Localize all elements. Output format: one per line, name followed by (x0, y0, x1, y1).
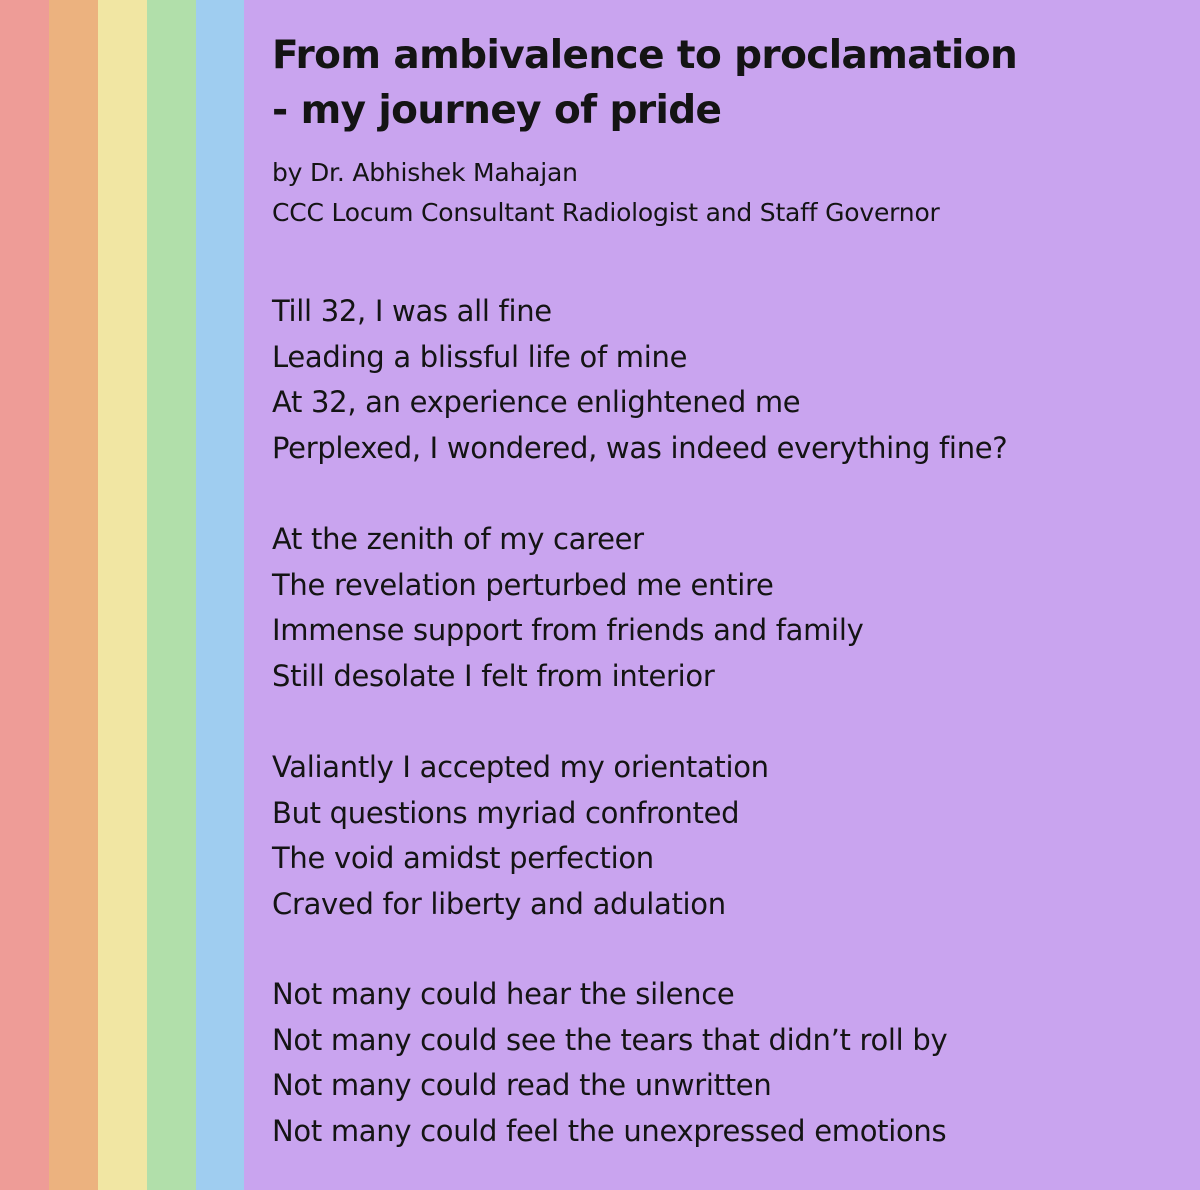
poem-title (272, 28, 1172, 138)
stanza-4 (272, 972, 1172, 1154)
stanza-2 (272, 517, 1172, 699)
poem-line: Valiantly I accepted my orientation (272, 750, 769, 784)
stanza-3 (272, 745, 1172, 927)
poem-line: The revelation perturbed me entire (272, 567, 774, 602)
poem-line: Craved for liberty and adulation (272, 886, 726, 921)
poem-line: But questions myriad confronted (272, 795, 740, 830)
poem-line: The void amidst perfection (272, 841, 654, 875)
poem-line: Leading a blissful life of mine (272, 339, 688, 374)
poem-line: Perplexed, I wondered, was indeed everything fine? (272, 430, 1008, 465)
poem-line: Still desolate I felt from interior (272, 658, 715, 693)
poem-line: Not many could feel the unexpressed emotions (272, 1113, 947, 1148)
stanza-1 (272, 289, 1172, 471)
poem-line: Immense support from friends and family (272, 613, 864, 647)
poem-line: Not many could read the unwritten (272, 1068, 772, 1102)
poem-line: Not many could see the tears that didn’t roll by (272, 1022, 948, 1057)
title-line-2: - my journey of pride (272, 88, 722, 133)
author-name: by Dr. Abhishek Mahajan (272, 158, 578, 187)
poem-line: At 32, an experience enlightened me (272, 385, 801, 419)
byline (272, 153, 940, 233)
poem-line: At the zenith of my career (272, 522, 644, 556)
title-line-1: From ambivalence to proclamation (272, 33, 1018, 78)
poem-line: Till 32, I was all fine (272, 294, 552, 328)
author-role: CCC Locum Consultant Radiologist and Staff Governor (272, 198, 940, 227)
poem-line: Not many could hear the silence (272, 977, 735, 1011)
